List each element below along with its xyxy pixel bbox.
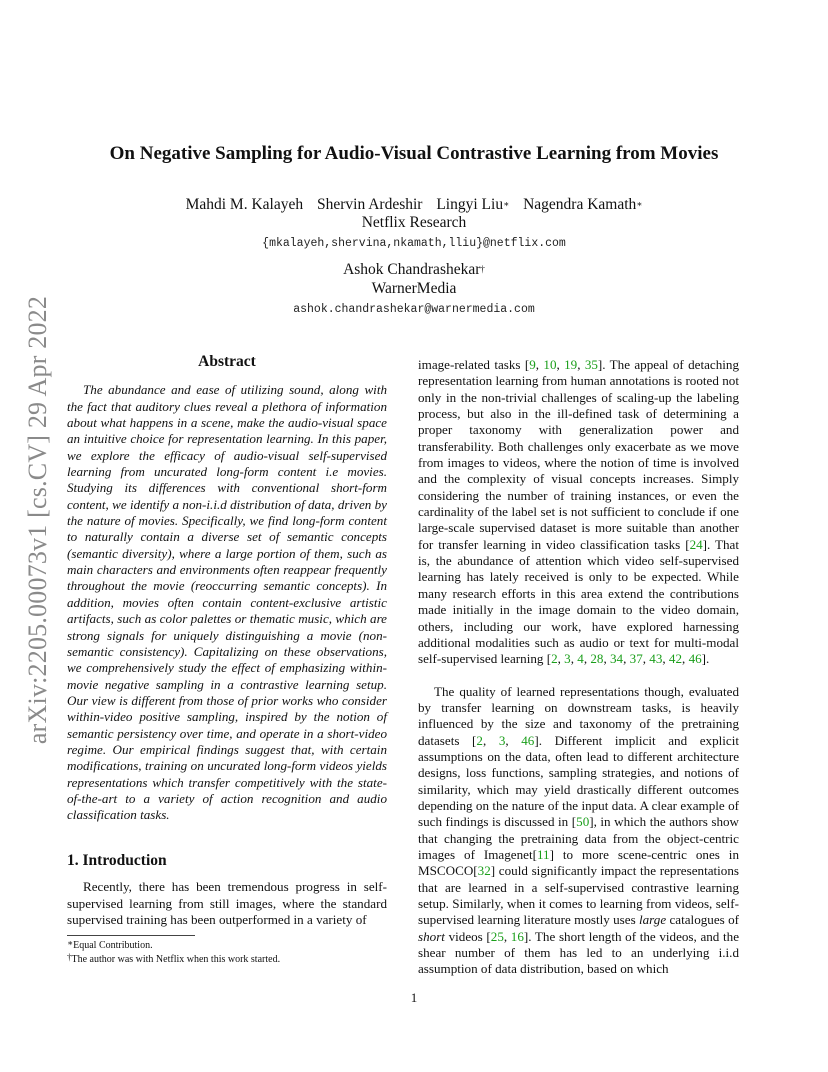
author-mark: ∗	[503, 199, 510, 209]
abstract-text: The abundance and ease of utilizing sound, along with the fact that auditory clues reveal a plethora of information about what happens in a scene, make the audio-visual space an intuitive choice for representation learning. In this paper, we explore the efficacy of audio-visual self-supervised learning from uncurated long-form content i.e movies. Studying its differences with conventional short-form content, we identify a non-i.i.d distribution of data, driven by the nature of movies. Specifically, we find long-form content to naturally contain a diverse set of semantic concepts (semantic diversity), where a large portion of them, such as main characters and environments often reappear frequently throughout the movie (reoccurring semantic concepts). In addition, movies often contain content-exclusive artistic artifacts, such as color palettes or thematic music, which are strong signals for uniquely distinguishing a movie (non-semantic consistency). Capitalizing on these observations, we comprehensively study the effect of emphasizing within-movie negative sampling in a contrastive learning setup. Our view is different from those of prior works who consider within-video positive sampling, inspired by the notion of semantic persistency over time, and operate in a short-video regime. Our empirical findings suggest that, with certain modifications, training on uncurated long-form videos yields representations which transfer competitively with the state-of-the-art to a variety of action recognition and audio classification tasks.	[67, 382, 387, 823]
author-name: Nagendra Kamath∗	[523, 196, 643, 213]
email: ashok.chandrashekar@warnermedia.com	[293, 303, 535, 316]
citation-link[interactable]: 32	[477, 863, 491, 879]
citation-link[interactable]: 42	[668, 651, 683, 667]
citation-link[interactable]: 2	[476, 732, 483, 748]
citation-link[interactable]: 34	[610, 651, 624, 667]
arxiv-identifier-text: arXiv:2205.00073v1 [cs.CV] 29 Apr 2022	[23, 295, 52, 745]
paragraph: Recently, there has been tremendous progress in self-supervised learning from still images, where the standard supervised training has been outperformed in a variety of	[67, 879, 387, 928]
citation-link[interactable]: 9	[529, 357, 536, 372]
citation-link[interactable]: 4	[577, 651, 584, 667]
citation-link[interactable]: 46	[521, 732, 535, 748]
citation-link[interactable]: 3	[498, 732, 506, 748]
footnote: ∗Equal Contribution.	[67, 938, 153, 951]
citation-link[interactable]: 19	[564, 357, 578, 372]
citation-link[interactable]: 24	[689, 536, 703, 552]
left-column	[67, 354, 387, 824]
arxiv-identifier	[18, 285, 58, 755]
author-name: Ashok Chandrashekar†	[343, 261, 485, 278]
paragraph: image-related tasks [9, 10, 19, 35]. The appeal of detaching representation learning from human annotations is rooted not only in the non-trivial challenges of scaling-up the labeling process, but also in the ill-defined task of determining a proper taxonomy with generalization power and transferability. Both challenges only exacerbate as we move from images to videos, where the notion of time is involved and the complexity of visual concepts increases. Simply considering the number of training instances, or even the cardinality of the label set is not sufficient to conclude if one large-scale supervised dataset is more suitable than another for transfer learning in video classification tasks [24]. That is, the abundance of attention which video self-supervised learning has lately received is only to be expected. While many research efforts in this area extend the contributions made initially in the image domain to the video domain, others, including our work, have explored harnessing additional modalities such as audio or text for multi-modal self-supervised learning [2, 3, 4, 28, 34, 37, 43, 42, 46].	[418, 357, 740, 667]
citation-link[interactable]: 37	[629, 651, 643, 667]
author-name: Shervin Ardeshir	[316, 196, 423, 213]
citation-link[interactable]: 10	[543, 357, 557, 372]
citation-link[interactable]: 50	[576, 814, 590, 830]
citation-link[interactable]: 16	[510, 928, 524, 944]
author-name: Lingyi Liu∗	[436, 196, 510, 213]
citation-link[interactable]: 25	[490, 928, 504, 944]
author-list	[0, 196, 828, 214]
footnote-rule	[67, 935, 195, 936]
right-column	[418, 357, 739, 978]
citation-link[interactable]: 43	[649, 651, 663, 667]
author-name: Mahdi M. Kalayeh	[185, 196, 304, 213]
author-mark: ∗	[636, 199, 643, 209]
page-number: 1	[410, 990, 418, 1005]
citation-link[interactable]: 3	[564, 651, 571, 667]
section-heading: 1. Introduction	[67, 852, 167, 869]
affiliation: WarnerMedia	[371, 280, 457, 297]
introduction-section	[67, 853, 387, 928]
paper-title: On Negative Sampling for Audio-Visual Contrastive Learning from Movies	[109, 143, 719, 164]
abstract-heading: Abstract	[198, 353, 256, 370]
citation-link[interactable]: 28	[590, 651, 604, 667]
email: {mkalayeh,shervina,nkamath,lliu}@netflix.com	[262, 237, 566, 250]
citation-link[interactable]: 2	[551, 651, 558, 667]
paragraph: The quality of learned representations though, evaluated by transfer learning on downstream tasks, is heavily influenced by the size and taxonomy of the pretraining datasets [2, 3, 46]. Different implicit and explicit assumptions on the data, often lead to different architecture designs, loss functions, sampling strategies, and notions of similarity, which may yield drastically different outcomes depending on the nature of the input data. A clear example of such findings is discussed in [50], in which the authors show that changing the pretraining data from the object-centric images of Imagenet[11] to more scene-centric ones in MSCOCO[32] could significantly impact the representations that are learned in a self-supervised contrastive learning setup. Similarly, when it comes to learning from videos, self-supervised learning literature mostly uses large catalogues of short videos [25, 16]. The short length of the videos, and the shear number of them has led to an underlying i.i.d assumption of data distribution, based on which	[418, 683, 740, 977]
citation-link[interactable]: 35	[584, 357, 598, 372]
author-mark: †	[480, 264, 485, 274]
affiliation: Netflix Research	[361, 214, 467, 231]
footnote: †The author was with Netflix when this work started.	[67, 952, 281, 965]
citation-link[interactable]: 46	[688, 651, 702, 667]
citation-link[interactable]: 11	[536, 846, 550, 862]
